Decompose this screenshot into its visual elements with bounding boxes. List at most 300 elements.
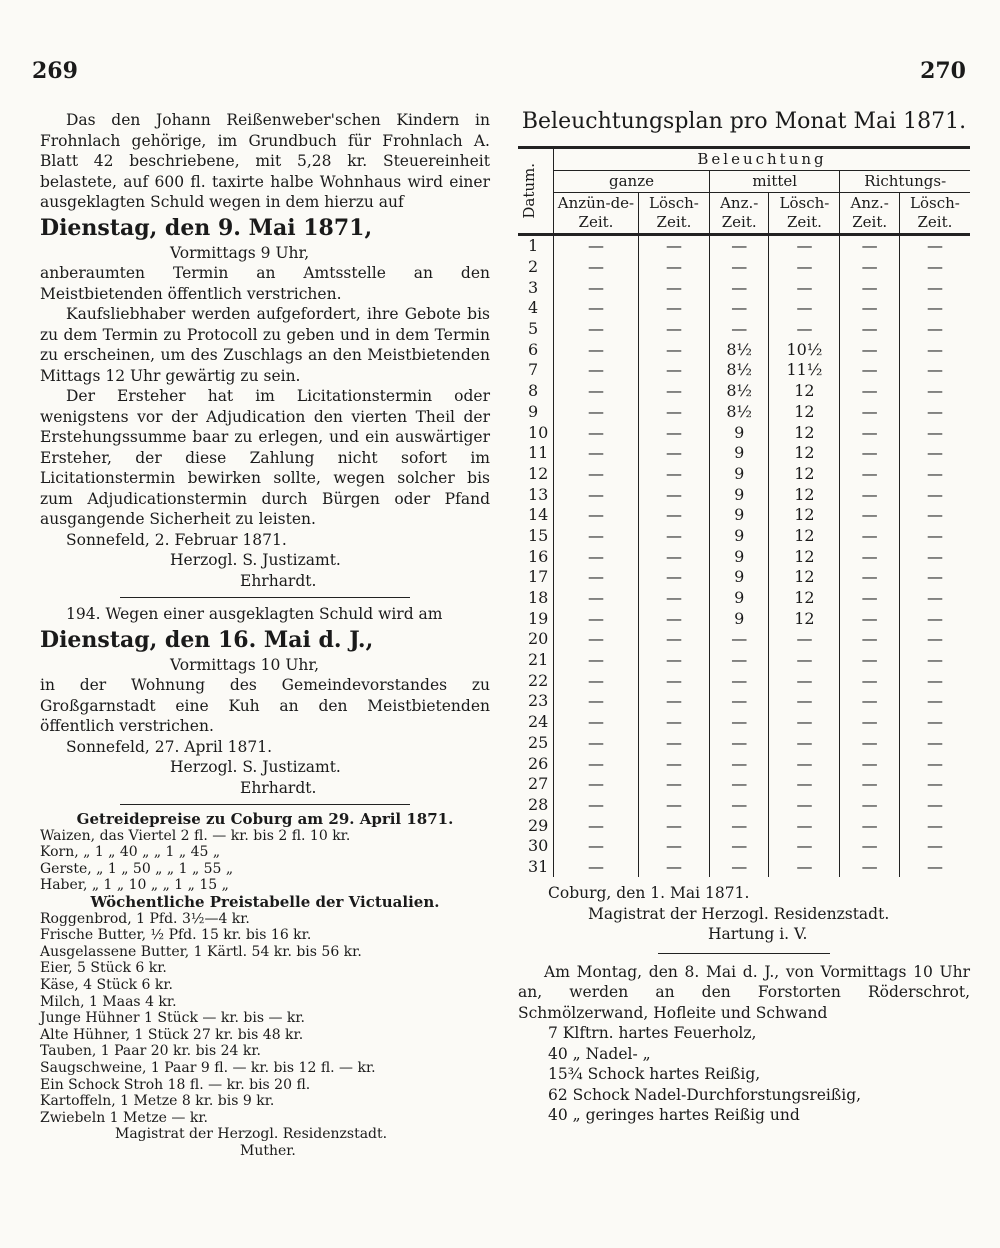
row-cell: — [638, 650, 709, 671]
table-row [518, 505, 970, 526]
row-cell: — [899, 319, 970, 340]
notice-2-text-2: in der Wohnung des Gemeindevorstandes zu Großgarnstadt eine Kuh an den Meistbietenden öffentlich verstrichen. [40, 676, 490, 735]
row-cell: — [840, 567, 899, 588]
plan-office: Magistrat der Herzogl. Residenzstadt. [588, 904, 890, 923]
table-row [518, 257, 970, 278]
victual-row: Saugschweine, 1 Paar 9 fl. — kr. bis 12 fl. — kr. [40, 1059, 376, 1076]
notice-2-office: Herzogl. S. Justizamt. [170, 758, 341, 776]
row-cell: — [554, 774, 639, 795]
col-anz-zeit: Anz.-Zeit. [709, 193, 768, 235]
row-cell: — [899, 650, 970, 671]
victual-row: Eier, 5 Stück 6 kr. [40, 960, 167, 977]
notice-3-item: 15¾ Schock hartes Reißig, [548, 1065, 761, 1084]
notice-1-text-4: Der Ersteher hat im Licitationstermin oder wenigstens vor der Adjudication den vierten Theil der Erstehungssumme baar zu erlegen, und ein auswärtiger Ersteher, der diese Zahlung nicht sofort im Licitationstermin bewirken sollte, wegen solcher bis zum Adjudicationstermin durch Bürgen oder Pfand ausgangende Sicherheit zu leisten. [40, 387, 490, 528]
row-cell: 9 [709, 464, 768, 485]
row-cell: — [709, 712, 768, 733]
row-cell: — [899, 381, 970, 402]
row-date: 16 [518, 546, 554, 567]
row-cell: — [638, 567, 709, 588]
row-cell: 8½ [709, 381, 768, 402]
row-cell: — [638, 235, 709, 257]
lighting-table [518, 146, 970, 877]
row-cell: — [840, 298, 899, 319]
victuals-title: Wöchentliche Preistabelle der Victualien. [90, 892, 440, 911]
row-cell: — [709, 670, 768, 691]
row-cell: — [769, 629, 840, 650]
table-row [518, 339, 970, 360]
victual-row: Käse, 4 Stück 6 kr. [40, 976, 173, 993]
row-cell: — [638, 505, 709, 526]
left-column [40, 110, 490, 1159]
table-row [518, 422, 970, 443]
notice-1-place: Sonnefeld, 2. Februar 1871. [66, 530, 287, 549]
row-cell: — [554, 733, 639, 754]
row-cell: — [554, 298, 639, 319]
row-date: 30 [518, 836, 554, 857]
row-cell: — [840, 670, 899, 691]
row-cell: — [638, 629, 709, 650]
row-date: 6 [518, 339, 554, 360]
row-cell: — [840, 381, 899, 402]
row-cell: — [638, 733, 709, 754]
row-cell: — [840, 422, 899, 443]
row-cell: 9 [709, 443, 768, 464]
page-number-left: 269 [32, 58, 78, 84]
table-row [518, 546, 970, 567]
row-date: 9 [518, 402, 554, 423]
row-cell: — [899, 298, 970, 319]
plan-sign: Hartung i. V. [708, 925, 808, 944]
row-cell: — [554, 381, 639, 402]
row-cell: — [769, 670, 840, 691]
row-cell: — [899, 608, 970, 629]
row-date: 14 [518, 505, 554, 526]
row-cell: — [769, 650, 840, 671]
row-cell: 12 [769, 505, 840, 526]
row-cell: 9 [709, 588, 768, 609]
row-cell: — [709, 319, 768, 340]
grain-row: Gerste, „ 1 „ 50 „ „ 1 „ 55 „ [40, 860, 234, 877]
row-cell: 8½ [709, 339, 768, 360]
row-cell: — [554, 422, 639, 443]
row-cell: — [840, 505, 899, 526]
victual-row: Ein Schock Stroh 18 fl. — kr. bis 20 fl. [40, 1076, 311, 1093]
row-cell: — [899, 733, 970, 754]
row-cell: — [554, 277, 639, 298]
row-cell: — [840, 753, 899, 774]
row-cell: — [554, 443, 639, 464]
row-cell: — [840, 712, 899, 733]
row-date: 22 [518, 670, 554, 691]
row-cell: 9 [709, 567, 768, 588]
row-cell: — [638, 464, 709, 485]
table-row [518, 464, 970, 485]
lighting-table-body [518, 235, 970, 878]
row-cell: — [554, 505, 639, 526]
table-row [518, 691, 970, 712]
table-row [518, 298, 970, 319]
row-cell: — [709, 733, 768, 754]
row-date: 13 [518, 484, 554, 505]
row-cell: — [709, 277, 768, 298]
victual-row: Kartoffeln, 1 Metze 8 kr. bis 9 kr. [40, 1093, 275, 1110]
row-cell: — [840, 464, 899, 485]
notice-3-item: 62 Schock Nadel-Durchforstungsreißig, [548, 1085, 862, 1104]
row-cell: — [638, 381, 709, 402]
notice-2-place: Sonnefeld, 27. April 1871. [66, 737, 273, 756]
row-cell: — [899, 235, 970, 257]
table-row [518, 443, 970, 464]
col-datum: Datum. [518, 148, 554, 235]
col-richtungs: Richtungs- [840, 171, 970, 193]
row-cell: — [769, 298, 840, 319]
row-cell: — [554, 670, 639, 691]
row-cell: — [899, 670, 970, 691]
grain-row: Haber, „ 1 „ 10 „ „ 1 „ 15 „ [40, 877, 229, 894]
page-number-right: 270 [920, 58, 966, 84]
table-row [518, 815, 970, 836]
row-cell: — [638, 815, 709, 836]
plan-place: Coburg, den 1. Mai 1871. [548, 884, 750, 903]
row-cell: — [638, 753, 709, 774]
grain-prices-title: Getreidepreise zu Coburg am 29. April 1871. [76, 810, 454, 828]
col-ganze: ganze [554, 171, 710, 193]
notice-2-text: 194. Wegen einer ausgeklagten Schuld wird am [66, 605, 443, 623]
row-cell: — [554, 319, 639, 340]
row-cell: — [709, 691, 768, 712]
row-cell: — [769, 795, 840, 816]
notice-2-sign: Ehrhardt. [240, 778, 317, 797]
row-cell: 12 [769, 588, 840, 609]
row-cell: — [638, 588, 709, 609]
row-cell: — [554, 402, 639, 423]
row-cell: — [899, 464, 970, 485]
row-cell: 9 [709, 505, 768, 526]
row-cell: — [769, 257, 840, 278]
col-anzuende-zeit: Anzün-de-Zeit. [554, 193, 639, 235]
row-cell: — [709, 629, 768, 650]
row-date: 25 [518, 733, 554, 754]
row-cell: — [638, 712, 709, 733]
row-cell: 8½ [709, 360, 768, 381]
row-cell: — [638, 277, 709, 298]
row-date: 8 [518, 381, 554, 402]
row-cell: — [638, 836, 709, 857]
row-cell: — [638, 670, 709, 691]
row-cell: 12 [769, 422, 840, 443]
row-cell: — [840, 608, 899, 629]
table-row [518, 836, 970, 857]
victual-row: Tauben, 1 Paar 20 kr. bis 24 kr. [40, 1043, 261, 1060]
row-date: 12 [518, 464, 554, 485]
row-date: 3 [518, 277, 554, 298]
row-cell: — [840, 546, 899, 567]
row-cell: — [840, 691, 899, 712]
row-cell: — [840, 733, 899, 754]
row-cell: — [709, 257, 768, 278]
row-cell: 12 [769, 484, 840, 505]
victual-row: Frische Butter, ½ Pfd. 15 kr. bis 16 kr. [40, 927, 312, 944]
row-cell: — [638, 795, 709, 816]
table-row [518, 484, 970, 505]
row-cell: — [638, 339, 709, 360]
row-date: 24 [518, 712, 554, 733]
row-date: 1 [518, 235, 554, 257]
victual-row: Roggenbrod, 1 Pfd. 3½—4 kr. [40, 910, 250, 927]
row-cell: — [899, 443, 970, 464]
row-date: 23 [518, 691, 554, 712]
row-cell: — [840, 402, 899, 423]
row-cell: — [554, 588, 639, 609]
table-row [518, 650, 970, 671]
table-row [518, 774, 970, 795]
row-cell: — [899, 484, 970, 505]
notice-1-text: Das den Johann Reißenweber'schen Kindern in Frohnlach gehörige, im Grundbuch für Frohnlach A. Blatt 42 beschriebene, mit 5,28 kr. Steuereinheit belastete, auf 600 fl. taxirte halbe Wohnhaus wird einer ausgeklagten Schuld wegen in dem hierzu auf [40, 111, 490, 211]
notice-1-time: Vormittags 9 Uhr, [170, 243, 310, 262]
row-cell: — [840, 774, 899, 795]
row-cell: — [554, 608, 639, 629]
table-row [518, 567, 970, 588]
row-date: 15 [518, 526, 554, 547]
prices-sign: Muther. [240, 1142, 296, 1159]
notice-1-text-2: anberaumten Termin an Amtsstelle an den Meistbietenden öffentlich verstrichen. [40, 264, 490, 303]
row-cell: — [638, 857, 709, 878]
row-cell: — [709, 298, 768, 319]
row-cell: — [709, 774, 768, 795]
row-cell: — [638, 546, 709, 567]
row-cell: — [554, 629, 639, 650]
row-cell: — [709, 795, 768, 816]
row-cell: — [840, 443, 899, 464]
row-cell: 9 [709, 608, 768, 629]
row-cell: — [899, 753, 970, 774]
row-date: 19 [518, 608, 554, 629]
table-row [518, 857, 970, 878]
row-cell: — [769, 319, 840, 340]
row-cell: — [554, 464, 639, 485]
row-cell: — [554, 257, 639, 278]
row-cell: — [638, 422, 709, 443]
row-cell: 12 [769, 464, 840, 485]
row-cell: — [769, 691, 840, 712]
row-cell: — [554, 836, 639, 857]
row-cell: — [899, 836, 970, 857]
row-cell: — [709, 753, 768, 774]
row-cell: — [638, 360, 709, 381]
grain-row: Waizen, das Viertel 2 fl. — kr. bis 2 fl. 10 kr. [40, 827, 351, 844]
lighting-plan-title: Beleuchtungsplan pro Monat Mai 1871. [521, 109, 967, 134]
row-cell: — [769, 857, 840, 878]
row-cell: — [840, 815, 899, 836]
row-cell: — [899, 629, 970, 650]
notice-1-office: Herzogl. S. Justizamt. [170, 551, 341, 569]
col-loesch-zeit: Lösch-Zeit. [638, 193, 709, 235]
price-section [40, 811, 490, 1159]
table-row [518, 608, 970, 629]
row-cell: — [899, 712, 970, 733]
row-cell: — [840, 629, 899, 650]
row-cell: — [840, 484, 899, 505]
col-mittel: mittel [709, 171, 839, 193]
row-cell: — [840, 277, 899, 298]
row-cell: — [554, 339, 639, 360]
victual-row: Ausgelassene Butter, 1 Kärtl. 54 kr. bis 56 kr. [40, 943, 362, 960]
row-cell: — [638, 257, 709, 278]
table-row [518, 381, 970, 402]
notice-1-date: Dienstag, den 9. Mai 1871, [40, 214, 373, 241]
row-date: 5 [518, 319, 554, 340]
row-cell: 12 [769, 567, 840, 588]
row-cell: — [899, 505, 970, 526]
row-date: 2 [518, 257, 554, 278]
col-beleuchtung: Beleuchtung [554, 148, 971, 171]
row-cell: 12 [769, 526, 840, 547]
row-cell: 12 [769, 381, 840, 402]
row-cell: — [899, 277, 970, 298]
notice-3-item: 40 „ Nadel- „ [548, 1044, 651, 1063]
row-date: 18 [518, 588, 554, 609]
row-cell: — [899, 567, 970, 588]
notice-1-text-3: Kaufsliebhaber werden aufgefordert, ihre Gebote bis zu dem Termin zu Protocoll zu geben und in dem Termin zu erscheinen, um des Zuschlags an den Meistbietenden Mittags 12 Uhr gewärtig zu sein. [40, 305, 490, 385]
notice-1-sign: Ehrhardt. [240, 571, 317, 590]
row-date: 10 [518, 422, 554, 443]
row-date: 31 [518, 857, 554, 878]
row-date: 20 [518, 629, 554, 650]
victual-row: Milch, 1 Maas 4 kr. [40, 993, 177, 1010]
row-cell: — [554, 546, 639, 567]
row-cell: — [840, 526, 899, 547]
row-cell: — [769, 815, 840, 836]
row-cell: — [554, 526, 639, 547]
row-cell: 9 [709, 422, 768, 443]
table-row [518, 629, 970, 650]
col-loesch-zeit: Lösch-Zeit. [769, 193, 840, 235]
row-cell: 10½ [769, 339, 840, 360]
row-cell: — [638, 484, 709, 505]
row-cell: — [554, 360, 639, 381]
divider [120, 597, 410, 598]
row-cell: — [554, 795, 639, 816]
row-cell: — [769, 774, 840, 795]
row-cell: — [769, 753, 840, 774]
row-cell: — [840, 319, 899, 340]
row-cell: 12 [769, 402, 840, 423]
row-cell: — [899, 857, 970, 878]
table-row [518, 795, 970, 816]
row-date: 17 [518, 567, 554, 588]
row-cell: — [638, 691, 709, 712]
victual-row: Alte Hühner, 1 Stück 27 kr. bis 48 kr. [40, 1026, 304, 1043]
notice-2-date: Dienstag, den 16. Mai d. J., [40, 626, 374, 653]
row-cell: — [554, 235, 639, 257]
table-row [518, 526, 970, 547]
row-cell: — [638, 298, 709, 319]
row-cell: 9 [709, 546, 768, 567]
row-cell: 12 [769, 443, 840, 464]
col-anz-zeit: Anz.-Zeit. [840, 193, 899, 235]
table-row [518, 588, 970, 609]
notice-3-item: 7 Klftrn. hartes Feuerholz, [548, 1024, 757, 1043]
row-cell: — [638, 774, 709, 795]
row-date: 11 [518, 443, 554, 464]
row-date: 4 [518, 298, 554, 319]
row-cell: — [899, 360, 970, 381]
divider [120, 804, 410, 805]
row-cell: 12 [769, 546, 840, 567]
row-cell: — [899, 526, 970, 547]
notice-3-item: 40 „ geringes hartes Reißig und [548, 1106, 800, 1125]
row-cell: — [840, 360, 899, 381]
row-cell: 12 [769, 608, 840, 629]
table-row [518, 360, 970, 381]
victual-row: Zwiebeln 1 Metze — kr. [40, 1109, 208, 1126]
table-row [518, 319, 970, 340]
row-cell: — [554, 650, 639, 671]
victual-row: Junge Hühner 1 Stück — kr. bis — kr. [40, 1010, 305, 1027]
notice-3-text: Am Montag, den 8. Mai d. J., von Vormittags 10 Uhr an, werden an den Forstorten Röderschrot, Schmölzerwand, Hofleite und Schwand [518, 962, 970, 1022]
row-cell: — [840, 795, 899, 816]
row-cell: — [709, 235, 768, 257]
row-cell: — [899, 795, 970, 816]
row-cell: — [638, 526, 709, 547]
row-cell: — [554, 753, 639, 774]
row-date: 7 [518, 360, 554, 381]
right-column [518, 108, 970, 1126]
row-date: 27 [518, 774, 554, 795]
row-cell: — [899, 546, 970, 567]
notice-2-time: Vormittags 10 Uhr, [170, 655, 319, 674]
row-cell: 11½ [769, 360, 840, 381]
table-row [518, 733, 970, 754]
row-cell: — [840, 857, 899, 878]
table-row [518, 712, 970, 733]
row-date: 26 [518, 753, 554, 774]
row-cell: — [554, 857, 639, 878]
row-cell: — [840, 650, 899, 671]
row-cell: — [769, 277, 840, 298]
row-date: 29 [518, 815, 554, 836]
row-cell: — [769, 836, 840, 857]
row-cell: — [769, 733, 840, 754]
row-cell: — [840, 339, 899, 360]
row-cell: — [840, 235, 899, 257]
table-row [518, 402, 970, 423]
row-date: 21 [518, 650, 554, 671]
row-cell: — [899, 774, 970, 795]
prices-office: Magistrat der Herzogl. Residenzstadt. [115, 1126, 388, 1143]
row-cell: — [840, 588, 899, 609]
row-cell: — [709, 857, 768, 878]
row-cell: — [840, 836, 899, 857]
table-row [518, 670, 970, 691]
grain-row: Korn, „ 1 „ 40 „ „ 1 „ 45 „ [40, 844, 221, 861]
row-cell: — [638, 608, 709, 629]
row-cell: — [554, 484, 639, 505]
row-cell: — [554, 815, 639, 836]
row-cell: 9 [709, 484, 768, 505]
row-cell: — [769, 235, 840, 257]
row-cell: — [899, 339, 970, 360]
row-cell: — [899, 691, 970, 712]
table-row [518, 277, 970, 298]
row-cell: — [709, 650, 768, 671]
row-cell: — [638, 402, 709, 423]
row-cell: — [769, 712, 840, 733]
table-row [518, 753, 970, 774]
row-cell: 8½ [709, 402, 768, 423]
row-cell: — [840, 257, 899, 278]
row-cell: — [899, 257, 970, 278]
